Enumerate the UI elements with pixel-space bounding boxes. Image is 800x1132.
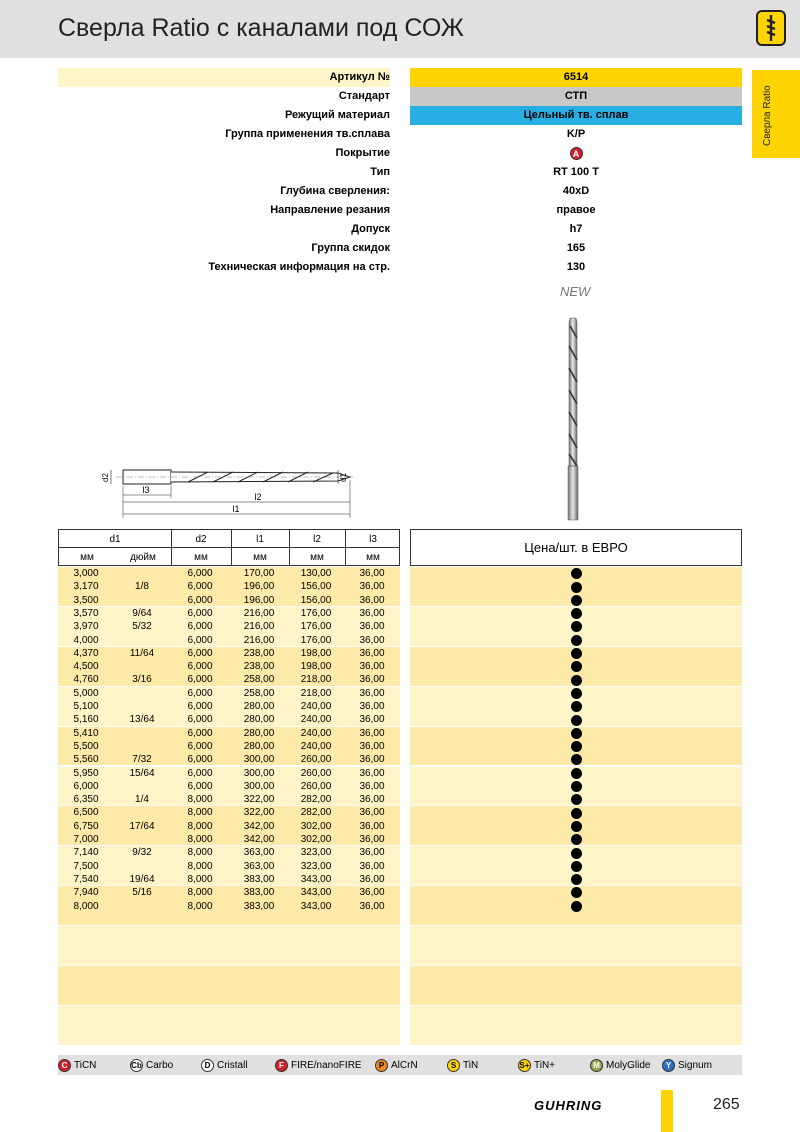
table-cell (114, 567, 170, 580)
section-side-tab (752, 70, 800, 158)
spec-label: Стандарт (338, 90, 390, 102)
table-cell: 11/64 (129, 647, 155, 659)
table-cell: 9/32 (132, 847, 152, 859)
table-cell: 6,000 (187, 661, 213, 673)
table-cell (114, 594, 170, 607)
availability-dot (571, 635, 582, 646)
table-cell: 6,000 (187, 594, 213, 606)
table-cell: 6,000 (187, 621, 213, 633)
table-cell: 36,00 (359, 621, 385, 633)
table-cell (114, 780, 170, 793)
table-cell: 5,160 (73, 714, 99, 726)
spec-label: Направление резания (270, 204, 390, 216)
page-title: Сверла Ratio с каналами под СОЖ (58, 14, 464, 42)
table-cell: 3,170 (73, 581, 99, 593)
table-cell: 3,000 (73, 568, 99, 579)
table-cell: 36,00 (359, 687, 385, 699)
spec-label: Артикул № (58, 68, 390, 87)
table-cell: 6,000 (187, 727, 213, 739)
table-cell: 8,000 (187, 900, 213, 912)
table-cell: 5/16 (132, 887, 152, 899)
availability-dot (571, 648, 582, 659)
table-cell: 36,00 (359, 634, 385, 646)
table-cell: 36,00 (359, 767, 385, 779)
table-cell: 8,000 (187, 847, 213, 859)
legend-label: Cristall (217, 1060, 248, 1072)
technical-drawing (98, 462, 358, 520)
table-cell: 218,00 (300, 674, 332, 686)
table-cell: 6,000 (187, 767, 213, 779)
drill-photo (562, 316, 584, 522)
table-cell: 4,500 (73, 661, 99, 673)
table-cell: 280,00 (243, 701, 275, 712)
col-header-d1: d1 (109, 534, 121, 545)
table-cell: 4,760 (73, 674, 99, 686)
spec-value: 6514 (410, 68, 742, 87)
legend-item (275, 1059, 362, 1073)
row-band (410, 966, 742, 1005)
table-cell: 36,00 (359, 847, 385, 859)
table-cell: 260,00 (300, 767, 332, 779)
new-badge: NEW (560, 284, 591, 299)
legend-symbol: D (201, 1059, 214, 1072)
spec-label: Группа применения тв.сплава (225, 128, 390, 140)
row-band (58, 966, 400, 1005)
spec-value: h7 (569, 223, 583, 235)
table-cell: 322,00 (243, 794, 275, 806)
table-cell: 8,000 (73, 900, 99, 912)
table-cell: 5,000 (73, 687, 99, 699)
spec-value: правое (556, 204, 596, 216)
table-cell (114, 740, 170, 753)
table-cell: 7/32 (132, 754, 152, 766)
legend-label: TiCN (74, 1060, 97, 1072)
legend-item (130, 1059, 173, 1073)
table-cell: 6,000 (187, 581, 213, 593)
legend-label: TiN (463, 1060, 479, 1072)
table-cell: 258,00 (243, 687, 275, 699)
l1-label: l1 (232, 504, 240, 514)
table-cell: 36,00 (359, 701, 385, 712)
table-cell: 176,00 (300, 634, 332, 646)
table-cell: 7,540 (73, 873, 99, 885)
table-cell: 176,00 (300, 621, 332, 633)
availability-dot (571, 582, 582, 593)
legend-item (590, 1059, 650, 1073)
price-header-label: Цена/шт. в ЕВРО (524, 540, 628, 555)
table-cell: 36,00 (359, 581, 385, 593)
spec-label: Глубина сверления: (280, 185, 390, 197)
legend-symbol: P (375, 1059, 388, 1072)
table-cell: 36,00 (359, 794, 385, 806)
table-cell: 156,00 (300, 581, 332, 593)
spec-value: RT 100 T (553, 166, 599, 178)
table-cell: 6,000 (187, 647, 213, 659)
legend-label: FIRE/nanoFIRE (291, 1060, 362, 1072)
legend-symbol: S (447, 1059, 460, 1072)
table-cell: 300,00 (243, 767, 275, 779)
legend-label: Signum (678, 1060, 712, 1072)
table-cell: 36,00 (359, 740, 385, 752)
coating-badge: A (570, 147, 583, 160)
spec-label: Режущий материал (284, 109, 390, 121)
table-cell: 8,000 (187, 834, 213, 845)
table-cell: 36,00 (359, 647, 385, 659)
table-cell: 5/32 (132, 621, 152, 633)
legend-item (518, 1059, 555, 1073)
table-cell: 6,000 (187, 714, 213, 726)
table-cell: 36,00 (359, 674, 385, 686)
table-cell: 260,00 (300, 780, 332, 792)
brand-logo: GUHRING (534, 1098, 603, 1113)
unit-mm: мм (80, 552, 94, 563)
table-cell: 36,00 (359, 568, 385, 579)
table-cell: 343,00 (300, 900, 332, 912)
table-cell: 4,370 (73, 647, 99, 659)
table-cell: 15/64 (129, 767, 155, 779)
table-cell: 280,00 (243, 740, 275, 752)
table-cell: 218,00 (300, 687, 332, 699)
table-cell: 343,00 (300, 887, 332, 899)
availability-dot (571, 595, 582, 606)
table-cell: 342,00 (243, 834, 275, 845)
side-tab-label: Сверла Ratio (762, 85, 773, 146)
table-cell: 176,00 (300, 607, 332, 619)
table-cell (114, 860, 170, 873)
table-cell (114, 634, 170, 647)
spec-label: Техническая информация на стр. (208, 261, 390, 273)
legend-item (375, 1059, 418, 1073)
table-cell: 363,00 (243, 847, 275, 859)
legend-item (201, 1059, 248, 1073)
table-cell: 8,000 (187, 794, 213, 806)
table-cell: 5,950 (73, 767, 99, 779)
table-cell: 343,00 (300, 873, 332, 885)
table-cell: 4,000 (73, 634, 99, 646)
table-cell: 6,000 (187, 568, 213, 579)
table-cell: 6,000 (73, 780, 99, 792)
table-cell: 260,00 (300, 754, 332, 766)
price-header (410, 529, 742, 566)
table-cell: 282,00 (300, 794, 332, 806)
table-cell: 36,00 (359, 594, 385, 606)
table-cell: 8,000 (187, 860, 213, 872)
col-header-l3: l3 (369, 534, 377, 545)
table-cell: 240,00 (300, 727, 332, 739)
legend-symbol: Cb (131, 1061, 142, 1070)
table-header (58, 529, 400, 566)
drill-icon (756, 10, 786, 46)
table-cell: 6,000 (187, 687, 213, 699)
table-cell: 6,000 (187, 701, 213, 712)
table-cell: 130,00 (300, 568, 332, 579)
spec-value: 165 (566, 242, 586, 254)
spec-label: Тип (370, 166, 390, 178)
d1-label: d1 (339, 473, 348, 482)
row-band (58, 926, 400, 965)
table-cell: 280,00 (243, 727, 275, 739)
table-cell: 5,560 (73, 754, 99, 766)
table-cell (114, 806, 170, 819)
table-cell: 342,00 (243, 820, 275, 832)
spec-value: СТП (410, 87, 742, 106)
table-cell: 302,00 (300, 820, 332, 832)
availability-dot (571, 901, 582, 912)
row-band (410, 926, 742, 965)
table-cell: 36,00 (359, 820, 385, 832)
table-cell: 198,00 (300, 661, 332, 673)
table-cell: 383,00 (243, 873, 275, 885)
table-cell: 8,000 (187, 820, 213, 832)
table-cell: 8,000 (187, 807, 213, 819)
table-cell: 300,00 (243, 780, 275, 792)
table-cell: 216,00 (243, 621, 275, 633)
availability-dot (571, 848, 582, 859)
table-cell: 323,00 (300, 860, 332, 872)
table-cell: 322,00 (243, 807, 275, 819)
legend-label: AlCrN (391, 1060, 418, 1072)
availability-dot (571, 861, 582, 872)
unit-mm: мм (253, 552, 267, 563)
d2-label: d2 (101, 473, 110, 482)
table-cell: 3/16 (132, 674, 152, 686)
spec-label: Допуск (351, 223, 390, 235)
table-cell: 36,00 (359, 780, 385, 792)
unit-inch: дюйм (130, 552, 156, 563)
table-cell: 36,00 (359, 727, 385, 739)
table-cell: 6,000 (187, 754, 213, 766)
legend-label: MolyGlide (606, 1060, 651, 1072)
table-cell: 1/4 (135, 794, 149, 806)
table-cell: 363,00 (243, 860, 275, 872)
table-cell: 3,970 (73, 621, 99, 633)
legend-symbol: M (590, 1059, 603, 1072)
legend-item (447, 1059, 478, 1073)
table-cell (114, 687, 170, 700)
table-cell: 6,500 (73, 807, 99, 819)
spec-value: 130 (566, 261, 586, 273)
table-cell: 6,000 (187, 740, 213, 752)
legend-label: Carbo (146, 1060, 174, 1072)
table-cell: 3,570 (73, 607, 99, 619)
legend-symbol: F (275, 1059, 288, 1072)
table-cell: 6,000 (187, 634, 213, 646)
coating-value (410, 144, 742, 163)
availability-dot (571, 715, 582, 726)
table-cell: 5,410 (73, 727, 99, 739)
table-cell: 196,00 (243, 581, 275, 593)
table-cell: 323,00 (300, 847, 332, 859)
table-cell: 238,00 (243, 647, 275, 659)
spec-value: Цельный тв. сплав (410, 106, 742, 125)
table-cell: 8,000 (187, 873, 213, 885)
legend-item (58, 1059, 96, 1073)
table-cell: 238,00 (243, 661, 275, 673)
table-cell: 36,00 (359, 714, 385, 726)
table-cell: 17/64 (129, 820, 155, 832)
table-cell (114, 900, 170, 913)
table-cell: 36,00 (359, 873, 385, 885)
table-cell: 6,750 (73, 820, 99, 832)
page-number: 265 (713, 1096, 740, 1113)
table-cell: 3,500 (73, 594, 99, 606)
l2-label: l2 (254, 492, 262, 502)
table-cell: 36,00 (359, 834, 385, 845)
unit-mm: мм (194, 552, 208, 563)
table-cell: 7,000 (73, 834, 99, 845)
table-cell (114, 833, 170, 846)
availability-dot (571, 781, 582, 792)
table-cell: 282,00 (300, 807, 332, 819)
table-cell: 196,00 (243, 594, 275, 606)
row-band (410, 1006, 742, 1045)
col-header-d2: d2 (195, 534, 207, 545)
table-cell: 7,140 (73, 847, 99, 859)
availability-dot (571, 728, 582, 739)
spec-value: K/P (566, 128, 586, 140)
table-cell: 6,000 (187, 607, 213, 619)
table-cell: 240,00 (300, 714, 332, 726)
legend-symbol: S+ (519, 1061, 530, 1070)
table-cell: 7,940 (73, 887, 99, 899)
unit-mm: мм (310, 552, 324, 563)
table-cell: 5,500 (73, 740, 99, 752)
row-band (58, 1006, 400, 1045)
table-cell: 6,350 (73, 794, 99, 806)
table-cell: 302,00 (300, 834, 332, 845)
table-cell: 156,00 (300, 594, 332, 606)
table-cell: 36,00 (359, 661, 385, 673)
availability-dot (571, 821, 582, 832)
unit-mm: мм (366, 552, 380, 563)
table-cell: 36,00 (359, 807, 385, 819)
table-cell: 240,00 (300, 740, 332, 752)
spec-value: 40xD (562, 185, 590, 197)
table-cell: 198,00 (300, 647, 332, 659)
spec-label: Покрытие (335, 147, 390, 159)
table-cell: 300,00 (243, 754, 275, 766)
footer-accent-bar (661, 1090, 673, 1132)
spec-label: Группа скидок (311, 242, 390, 254)
table-cell: 36,00 (359, 607, 385, 619)
table-cell: 13/64 (129, 714, 155, 726)
table-cell: 9/64 (132, 607, 152, 619)
legend-item (662, 1059, 712, 1073)
table-cell: 5,100 (73, 701, 99, 712)
table-cell: 7,500 (73, 860, 99, 872)
table-cell: 383,00 (243, 900, 275, 912)
table-cell (114, 660, 170, 673)
table-cell: 36,00 (359, 887, 385, 899)
table-cell: 383,00 (243, 887, 275, 899)
table-cell: 170,00 (243, 568, 275, 579)
table-cell (114, 700, 170, 713)
availability-dot (571, 768, 582, 779)
legend-label: TiN+ (534, 1060, 556, 1072)
legend-symbol: Y (662, 1059, 675, 1072)
col-header-l1: l1 (256, 534, 264, 545)
availability-dot (571, 675, 582, 686)
l3-label: l3 (142, 485, 150, 495)
table-cell: 6,000 (187, 780, 213, 792)
col-header-l2: l2 (313, 534, 321, 545)
table-cell: 36,00 (359, 900, 385, 912)
table-cell: 36,00 (359, 754, 385, 766)
table-cell: 1/8 (135, 581, 149, 593)
table-cell: 36,00 (359, 860, 385, 872)
legend-symbol: C (58, 1059, 71, 1072)
table-cell: 8,000 (187, 887, 213, 899)
table-cell: 216,00 (243, 634, 275, 646)
table-cell: 258,00 (243, 674, 275, 686)
table-cell: 6,000 (187, 674, 213, 686)
availability-dot (571, 688, 582, 699)
table-cell: 19/64 (129, 873, 155, 885)
table-cell: 216,00 (243, 607, 275, 619)
table-cell (114, 727, 170, 740)
table-cell: 240,00 (300, 701, 332, 712)
availability-dot (571, 808, 582, 819)
table-cell: 280,00 (243, 714, 275, 726)
